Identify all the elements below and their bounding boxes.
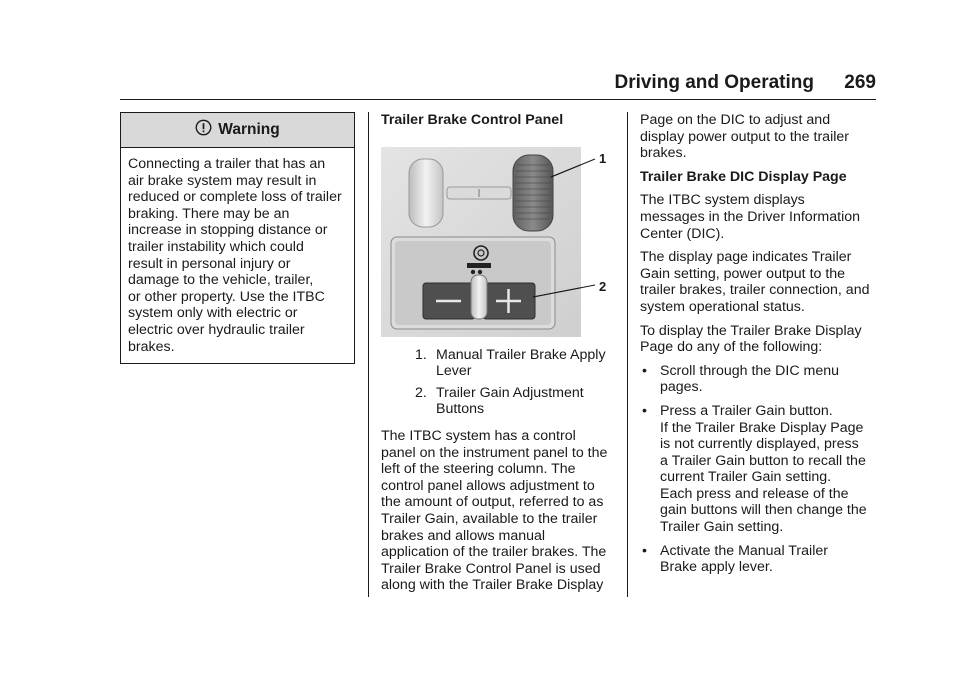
text-line: The display page indicates Trailer [640, 249, 852, 266]
section-heading: Trailer Brake DIC Display Page [640, 168, 847, 185]
warning-header [121, 113, 354, 148]
text-line: trailer brakes, trailer connection, and [640, 282, 870, 299]
text-line: Trailer Gain Adjustment [436, 384, 584, 401]
body-paragraph [640, 249, 876, 315]
control-panel-figure [381, 147, 613, 337]
list-item [640, 403, 876, 536]
page-header [120, 72, 876, 100]
text-line: Center (DIC). [640, 225, 725, 242]
list-item [640, 543, 876, 576]
text-line: Trailer Brake Control Panel is used [381, 560, 601, 577]
text-line: Brake apply lever. [660, 559, 773, 576]
text-line: If the Trailer Brake Display Page [660, 419, 864, 436]
text-line: Connecting a trailer that has an [128, 156, 326, 172]
text-line: panel on the instrument panel to the [381, 444, 608, 461]
text-line: Page do any of the following: [640, 339, 823, 356]
text-line: Activate the Manual Trailer [660, 542, 828, 559]
text-line: The ITBC system displays [640, 192, 805, 209]
text-line: brakes. [128, 338, 175, 355]
text-line: Press a Trailer Gain button. [660, 402, 833, 419]
column-3 [640, 112, 876, 583]
text-line: Gain setting, power output to the [640, 265, 846, 282]
bullet-marker: • [642, 542, 647, 559]
text-line: system only with electric or [128, 305, 298, 322]
legend-item [381, 385, 613, 418]
legend-item [381, 347, 613, 380]
warning-box [120, 112, 355, 364]
callout-2: 2 [599, 278, 607, 294]
text-line: Buttons [436, 401, 485, 418]
column-divider-2 [627, 112, 628, 597]
text-line: Page on the DIC to adjust and [640, 112, 831, 128]
text-line: gain buttons will then change the [660, 502, 867, 519]
bullet-marker: • [642, 362, 647, 379]
warning-label: Warning [218, 120, 280, 138]
text-line: damage to the vehicle, trailer, [128, 272, 314, 289]
header-rule [120, 99, 876, 100]
text-line: the amount of output, referred to as [381, 494, 604, 511]
page-number: 269 [844, 72, 876, 93]
continued-paragraph [640, 112, 876, 162]
text-line: or other property. Use the ITBC [128, 288, 325, 305]
column-divider-1 [368, 112, 369, 597]
section-heading: Trailer Brake Control Panel [381, 112, 564, 128]
text-line: electric over hydraulic trailer [128, 321, 305, 338]
text-line: Each press and release of the [660, 485, 849, 502]
text-line: The ITBC system has a control [381, 427, 576, 444]
callout-1: 1 [599, 150, 607, 166]
text-line: control panel allows adjustment to [381, 477, 595, 494]
text-line: brakes. [640, 145, 687, 162]
column-2 [381, 112, 613, 601]
text-line: display power output to the trailer [640, 128, 849, 145]
text-line: brakes and allows manual [381, 527, 546, 544]
list-item [640, 363, 876, 396]
column-1 [120, 112, 355, 364]
text-line: a Trailer Gain button to recall the [660, 452, 866, 469]
text-line: messages in the Driver Information [640, 208, 860, 225]
warning-icon [195, 119, 212, 141]
body-paragraph [381, 428, 613, 594]
legend-number: 1. [415, 346, 427, 363]
text-line: is not currently displayed, press [660, 436, 859, 453]
bullet-marker: • [642, 402, 647, 419]
warning-text [121, 148, 354, 363]
text-line: trailer instability which could [128, 238, 304, 255]
body-paragraph [640, 192, 876, 242]
text-line: system operational status. [640, 298, 805, 315]
text-line: Trailer Gain, available to the trailer [381, 510, 598, 527]
text-line: Lever [436, 363, 472, 380]
body-paragraph [640, 323, 876, 356]
text-line: Manual Trailer Brake Apply [436, 346, 606, 363]
text-line: braking. There may be an [128, 205, 290, 222]
legend-number: 2. [415, 384, 427, 401]
bullet-list [640, 363, 876, 576]
control-panel-illustration [381, 147, 613, 337]
text-line: left of the steering column. The [381, 461, 576, 478]
text-line: reduced or complete loss of trailer [128, 189, 342, 206]
text-line: Scroll through the DIC menu [660, 362, 840, 379]
text-line: pages. [660, 379, 703, 396]
text-line: Trailer Gain setting. [660, 519, 784, 536]
section-title: Driving and Operating [614, 72, 814, 93]
text-line: air brake system may result in [128, 172, 317, 189]
text-line: To display the Trailer Brake Display [640, 322, 862, 339]
text-line: along with the Trailer Brake Display [381, 577, 604, 594]
text-line: increase in stopping distance or [128, 222, 328, 239]
figure-legend [381, 347, 613, 418]
text-line: result in personal injury or [128, 255, 291, 272]
text-line: application of the trailer brakes. The [381, 544, 607, 561]
text-line: current Trailer Gain setting. [660, 469, 832, 486]
